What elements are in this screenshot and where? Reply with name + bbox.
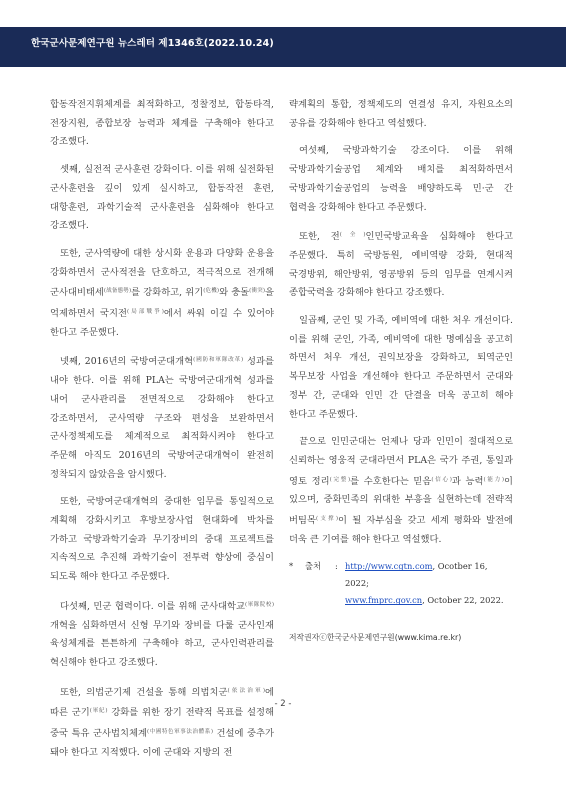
paragraph [50,682,274,763]
paragraph: 략계획의 통합, 정책제도의 연결성 유지, 자원요소의 공유를 강화해야 한다고 역설했다. [289,99,513,129]
page-header [0,0,566,88]
text: 또한, 군사역량에 대한 상시화 운용과 다양화 운용을 강화하면서 군사적전을 단호하고, 적극적으로 전개해 군사대비태세 [50,247,274,299]
left-column [50,96,274,772]
hanja-note: (依法治軍) [227,687,266,694]
hanja-note: (支撑) [315,516,339,523]
hanja-note: (战备態勢) [103,288,132,295]
paragraph: 셋째, 실전적 군사훈련 강화이다. 이를 위해 실전화된 군사훈련을 깊이 있게 실시하고, 합동작전 훈련, 대항훈련, 과학기술적 군사훈련을 심화해야 한다고 강조했다. [50,164,274,232]
text: 이 될 자부심을 갖고 세계 평화와 발전에 더욱 큰 기여를 해야 한다고 역설했다. [289,515,513,545]
text: 다섯째, 민군 협력이다. 이를 위해 군사대학교 [60,600,246,612]
source-colon: : [335,561,338,572]
paragraph: 합동작전지휘체계를 최적화하고, 정찰정보, 합동타격, 전장지원, 종합보장 능력과 체계를 구축해야 한다고 강조했다. [50,99,274,148]
text: 강화를 위한 장기 전략적 목표를 설정해 중국 특유 군사법치체계 [50,707,274,740]
paragraph [50,351,274,484]
text: 를 강화하고, 위기 [131,287,204,299]
source-link-cgtn[interactable]: http://www.cgtn.com [345,561,433,572]
paragraph [50,596,274,673]
paragraph [289,433,513,549]
hanja-note: (能力) [483,476,504,483]
paragraph: 또한, 국방여군대개혁의 중대한 임무를 통일적으로 계획해 강화시키고 후방보장사업 현대화에 박차를 가하고 국방과학기술과 무기장비의 중대 프로젝트를 지속적으로 추진해 과학기술이 전투력 향상에 중심이 되도록 해야 한다고 주문했다. [50,496,274,583]
text: 건설에 중추가 돼야 한다고 지적했다. 이에 군대와 지방의 전 [50,728,275,758]
text: 과 능력 [451,475,484,487]
right-column [289,96,513,648]
text: 을 억제하면서 국지전 [50,287,275,320]
hanja-note: (衝突) [249,288,266,295]
newsletter-title: 한국군사문제연구원 뉴스레터 제1346호(2022.10.24) [31,38,274,49]
hanja-note: (全) [339,232,366,239]
source-references [345,558,513,609]
footnote-marker: * [289,561,294,572]
source-link-fmprc[interactable]: www.fmprc.gov.cn [345,595,423,606]
hanja-note: (危機) [203,288,220,295]
text: 넷째, 2016년의 국방여군대개혁 [60,356,194,368]
page-number: - 2 - [274,699,292,709]
source-label: 출처 [305,561,322,572]
hanja-note: (信心) [431,476,452,483]
text: 에 따른 군기 [50,686,274,719]
source-date: , Ocotber 16, 2022; [345,561,488,589]
paragraph [50,245,274,343]
paragraph: 일곱째, 군인 및 가족, 예비역에 대한 처우 개선이다. 이를 위해 군인, 가족, 예비역에 대한 명예심을 공고히 하면서 처우 개선, 권익보장을 강화하고, 퇴역군인 복무보장 사업을 개선해야 한다고 주문하면서 군대와 정부 간, 군대와 인민 간 단결을 더욱 공고히 해야 한다고 주문했다. [289,315,513,420]
text: 끝으로 인민군대는 언제나 당과 인민이 절대적으로 신뢰하는 영웅적 군대라면서 PLA은 국가 주권, 통일과 영토 정리 [289,436,513,487]
text: 성과를 내야 한다. 이를 위해 PLA는 국방여군대개혁 성과를 내어 군사관리를 전면적으로 강화해야 한다고 강조하면서, 군사역량 구조와 편성을 보완하면서 군사정책제도를 체계적으로 최적화시켜야 한다고 주문해 아직도 2016년의 국방여군대개혁이 완전히 정착되지 않았음을 암시했다. [50,356,274,480]
paragraph: 여섯째, 국방과학기술 강조이다. 이를 위해 국방과학기술공업 체계와 배치를 최적화하면서 국방과학기술공업의 능력을 배양하도록 민·군 간 협력을 강화해야 한다고 주문했다. [289,145,513,213]
hanja-note: (局部戰爭) [126,309,164,316]
text: 인민국방교육을 심화해야 한다고 주문했다. 특히 국방동원, 예비역량 강화, 현대적 국경방위, 해안방위, 영공방위 등의 임무를 연계시켜 종합국력을 강화해야 한다고 강조했다. [289,231,513,299]
text: 개혁을 심화하면서 신형 무기와 장비를 다룰 군사인재 육성체계를 튼튼하게 구축해야 하고, 군사인력관리를 혁신해야 한다고 강조했다. [50,619,274,668]
text: 에서 싸워 이길 수 있어야 한다고 주문했다. [50,308,274,338]
text: 또한, 전 [299,231,340,243]
copyright-notice: 저작권자ⓒ한국군사문제연구원(www.kima.re.kr) [289,633,462,643]
text: 와 충돌 [219,287,250,299]
hanja-note: (國防和軍隊改革) [193,357,244,364]
hanja-note: (中國特色軍事法治體系) [146,729,213,736]
text: 를 수호한다는 믿음 [350,475,432,487]
hanja-note: (軍紀) [89,708,108,715]
source-note [289,558,513,609]
hanja-note: (完整) [329,476,351,483]
text: 또한, 의법군기제 건설을 통해 의법치군 [60,686,228,698]
source-date: , October 22, 2022. [422,595,504,606]
paragraph [289,226,513,303]
text: 이 있으며, 중화민족의 위대한 부흥을 실현하는데 전략적 버팀목 [289,475,513,527]
hanja-note: (軍隊院校) [245,601,275,608]
